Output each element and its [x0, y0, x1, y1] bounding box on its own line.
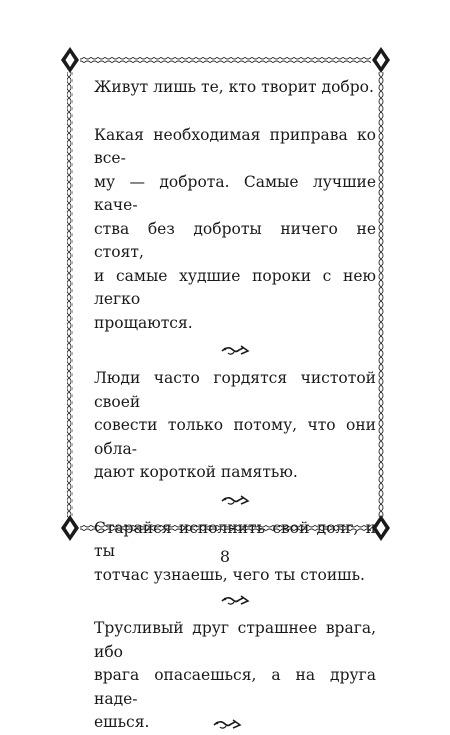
- text-line: Люди часто гордятся чистотой своей: [94, 369, 376, 411]
- fleuron-icon: [220, 343, 250, 357]
- border-left: [67, 72, 73, 518]
- text-line: ства без доброты ничего не стоят,: [94, 219, 376, 261]
- text-line: совести только потому, что они обла-: [94, 416, 376, 458]
- quote-paragraph: [94, 124, 376, 336]
- quote-paragraph: [94, 76, 376, 100]
- text-line: ешься.: [94, 713, 150, 731]
- text-line: дают короткой памятью.: [94, 463, 298, 481]
- page-number: 8: [219, 547, 231, 566]
- text-line: Старайся исполнить свой долг, и ты: [94, 518, 376, 560]
- text-line: тотчас узнаешь, чего ты стоишь.: [94, 565, 365, 584]
- corner-diamond-top-left: [61, 47, 79, 73]
- page-content: [94, 64, 376, 731]
- corner-diamond-bottom-left: [61, 515, 79, 541]
- text-line: врага опасаешься, а на друга наде-: [94, 666, 376, 708]
- fleuron-icon: [220, 493, 250, 507]
- text-line: и самые худшие пороки с нею легко: [94, 266, 376, 308]
- text-line: му — доброта. Самые лучшие каче-: [94, 172, 376, 214]
- border-top: [80, 57, 371, 63]
- text-line: Трусливый друг страшнее врага, ибо: [94, 619, 376, 661]
- text-line: Живут лишь те, кто творит добро.: [94, 78, 374, 96]
- quote-paragraph: [94, 367, 376, 485]
- text-line: Какая необходимая приправа ко все-: [94, 125, 376, 167]
- fleuron-icon: [212, 717, 242, 731]
- border-right: [378, 72, 384, 518]
- fleuron-icon: [220, 593, 250, 607]
- text-line: прощаются.: [94, 313, 193, 332]
